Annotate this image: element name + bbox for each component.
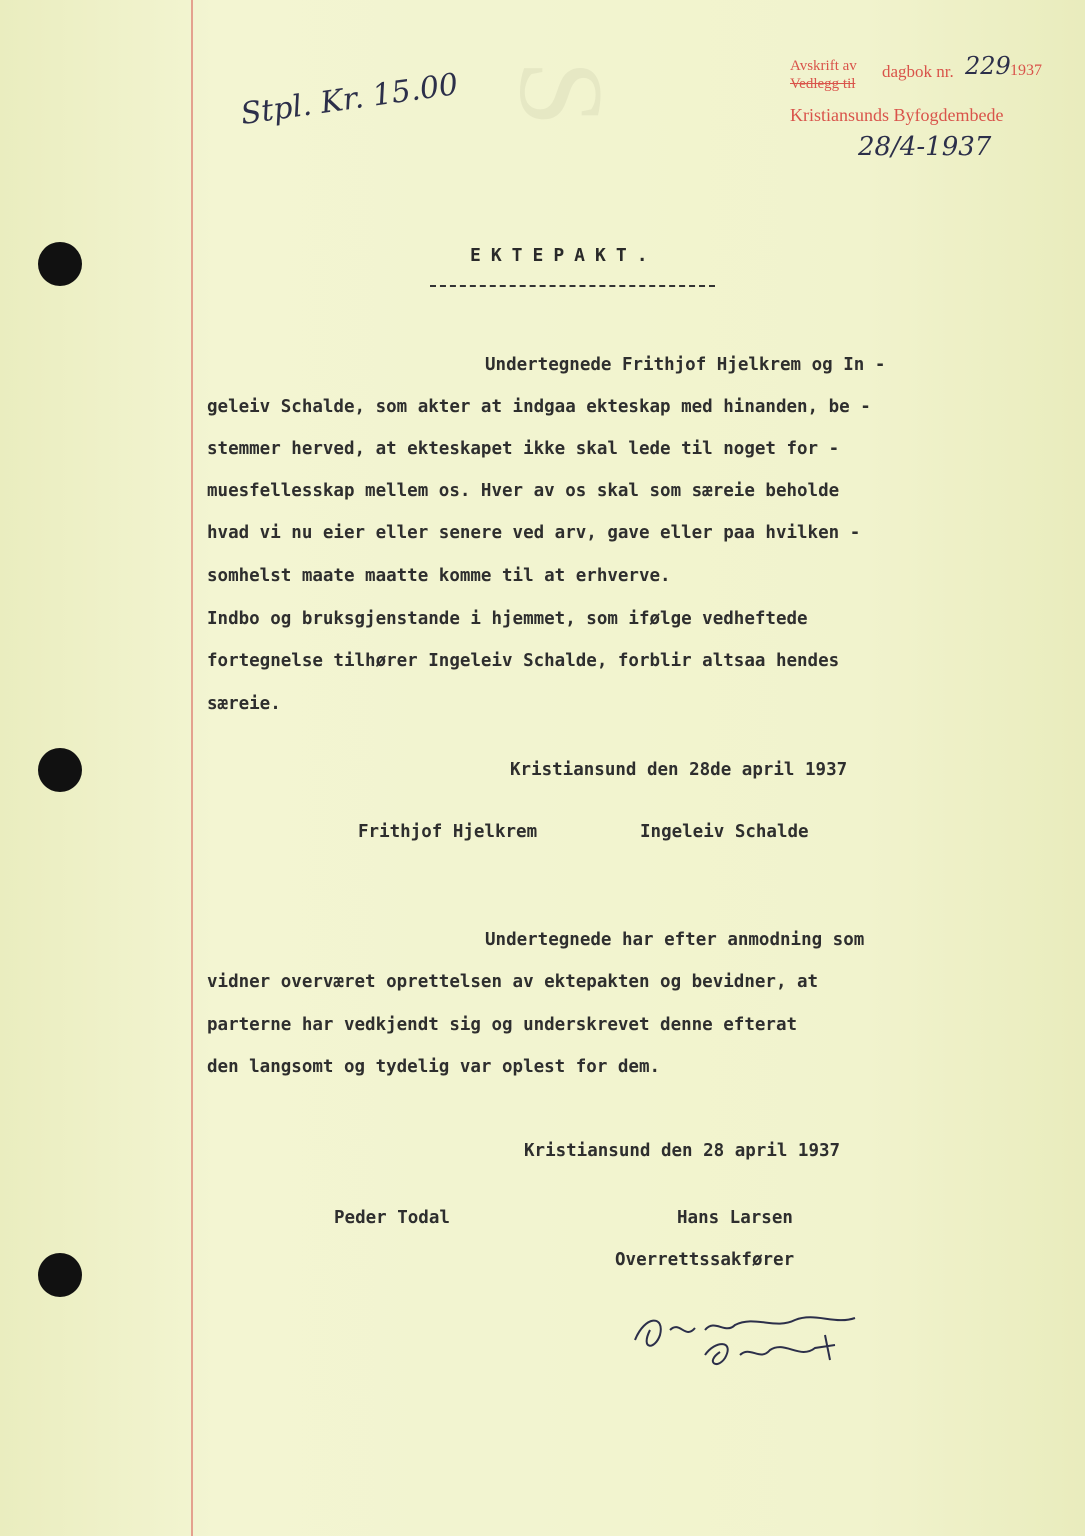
signature-name: Hans Larsen — [677, 1208, 793, 1228]
document-title: EKTEPAKT. — [470, 245, 658, 266]
watermark: S — [495, 60, 628, 127]
stamp-vedlegg: Vedlegg til — [790, 76, 856, 92]
body-line: hvad vi nu eier eller senere ved arv, gave eller paa hvilken - — [207, 523, 861, 543]
stamp-avskrift: Avskrift av — [790, 58, 857, 74]
body-line: særeie. — [207, 694, 281, 714]
place-date: Kristiansund den 28 april 1937 — [524, 1141, 841, 1161]
stamp-dagbok: dagbok nr. — [882, 62, 954, 81]
witness-line: den langsomt og tydelig var oplest for dem. — [207, 1057, 661, 1077]
stamp-number: 229 — [965, 52, 1011, 80]
signature-name: Frithjof Hjelkrem — [358, 822, 538, 842]
body-line: muesfellesskap mellem os. Hver av os skal som særeie beholde — [207, 481, 840, 501]
title-underline — [430, 285, 715, 287]
stamp-office: Kristiansunds Byfogdembede — [790, 105, 1004, 125]
margin-line — [191, 0, 193, 1536]
signature-name: Peder Todal — [334, 1208, 450, 1228]
body-line: stemmer herved, at ekteskapet ikke skal lede til noget for - — [207, 439, 840, 459]
punch-hole — [38, 1253, 82, 1297]
witness-line: Undertegnede har efter anmodning som — [485, 930, 865, 950]
body-line: Undertegnede Frithjof Hjelkrem og In - — [485, 355, 886, 375]
handwritten-date: 28/4-1937 — [858, 132, 992, 162]
signature-name: Ingeleiv Schalde — [640, 822, 809, 842]
punch-hole — [38, 748, 82, 792]
body-line: Indbo og bruksgjenstande i hjemmet, som ifølge vedheftede — [207, 609, 808, 629]
witness-line: parterne har vedkjendt sig og underskrevet denne efterat — [207, 1015, 798, 1035]
handwritten-fee: Stpl. Kr. 15.00 — [238, 66, 461, 133]
body-line: somhelst maate maatte komme til at erhverve. — [207, 566, 671, 586]
signature-title: Overrettssakfører — [615, 1250, 795, 1270]
punch-hole — [38, 242, 82, 286]
witness-line: vidner overværet oprettelsen av ektepakten og bevidner, at — [207, 972, 819, 992]
stamp-year: 1937 — [1010, 62, 1042, 79]
body-line: fortegnelse tilhører Ingeleiv Schalde, forblir altsaa hendes — [207, 651, 840, 671]
body-line: geleiv Schalde, som akter at indgaa ekteskap med hinanden, be - — [207, 397, 871, 417]
handwritten-signature — [625, 1300, 875, 1380]
place-date: Kristiansund den 28de april 1937 — [510, 760, 848, 780]
